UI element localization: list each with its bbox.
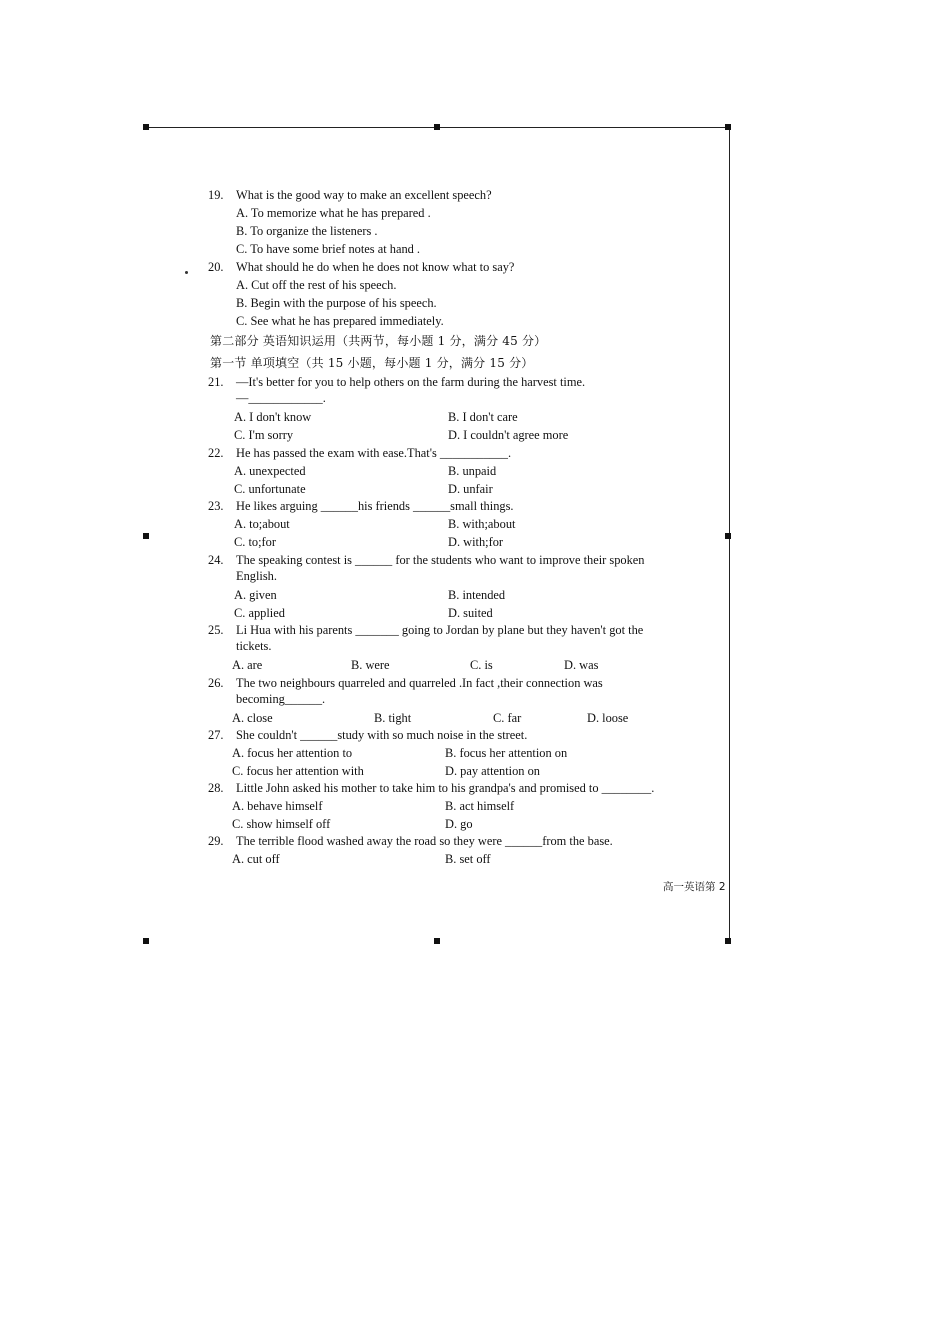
question-24-cont: English. [236,569,277,583]
section-1-heading: 第一节 单项填空（共 15 小题，每小题 1 分，满分 15 分） [210,356,534,370]
registration-mark [725,938,731,944]
page-footer: 高一英语第 2 [663,881,726,893]
option-21a: A. I don't know [234,410,312,424]
question-23: 23. He likes arguing ______his friends ______small things. [208,499,514,513]
question-26-cont: becoming______. [236,692,326,706]
registration-mark [143,533,149,539]
option-27a: A. focus her attention to [232,746,353,760]
option-28a: A. behave himself [232,799,323,813]
option-21d: D. I couldn't agree more [448,428,569,442]
option-25a: A. are [232,658,263,672]
question-24: 24. The speaking contest is ______ for the students who want to improve their spoken [208,553,645,567]
option-25c: C. is [470,658,493,672]
option-23b: B. with;about [448,517,516,531]
option-26b: B. tight [374,711,412,725]
option-25d: D. was [564,658,599,672]
option-23d: D. with;for [448,535,504,549]
option-19c: C. To have some brief notes at hand . [236,242,421,256]
option-22d: D. unfair [448,482,493,496]
option-24c: C. applied [234,606,285,620]
option-21b: B. I don't care [448,410,518,424]
option-20a: A. Cut off the rest of his speech. [236,278,397,292]
question-25: 25. Li Hua with his parents _______ going to Jordan by plane but they haven't got the [208,623,644,637]
option-22a: A. unexpected [234,464,306,478]
option-20c: C. See what he has prepared immediately. [236,314,444,328]
registration-mark [434,124,440,130]
option-29a: A. cut off [232,852,280,866]
option-21c: C. I'm sorry [234,428,294,442]
option-27d: D. pay attention on [445,764,540,778]
question-22: 22. He has passed the exam with ease.That's ___________. [208,446,512,460]
question-20: 20. What should he do when he does not know what to say? [208,260,515,274]
question-19: 19. What is the good way to make an excellent speech? [208,188,492,202]
registration-mark [143,124,149,130]
option-22c: C. unfortunate [234,482,306,496]
option-28d: D. go [445,817,473,831]
option-26c: C. far [493,711,522,725]
option-26a: A. close [232,711,273,725]
question-29: 29. The terrible flood washed away the road so they were ______from the base. [208,834,613,848]
registration-mark [725,124,731,130]
option-27b: B. focus her attention on [445,746,568,760]
option-24a: A. given [234,588,277,602]
registration-mark [725,533,731,539]
question-26: 26. The two neighbours quarreled and quarreled .In fact ,their connection was [208,676,603,690]
question-21: 21. —It's better for you to help others on the farm during the harvest time. [208,375,586,389]
option-25b: B. were [351,658,390,672]
option-23a: A. to;about [234,517,290,531]
option-28c: C. show himself off [232,817,331,831]
question-25-cont: tickets. [236,639,272,653]
option-19a: A. To memorize what he has prepared . [236,206,431,220]
option-24b: B. intended [448,588,506,602]
section-part2-heading: 第二部分 英语知识运用（共两节，每小题 1 分，满分 45 分） [210,334,547,348]
speck [185,271,188,274]
option-24d: D. suited [448,606,493,620]
option-27c: C. focus her attention with [232,764,364,778]
registration-mark [143,938,149,944]
question-21-reply: —____________. [236,391,326,405]
question-27: 27. She couldn't ______study with so much noise in the street. [208,728,528,742]
option-29b: B. set off [445,852,491,866]
option-26d: D. loose [587,711,629,725]
option-20b: B. Begin with the purpose of his speech. [236,296,437,310]
option-23c: C. to;for [234,535,276,549]
option-19b: B. To organize the listeners . [236,224,378,238]
option-28b: B. act himself [445,799,515,813]
registration-mark [434,938,440,944]
question-28: 28. Little John asked his mother to take him to his grandpa's and promised to ________. [208,781,655,795]
option-22b: B. unpaid [448,464,497,478]
